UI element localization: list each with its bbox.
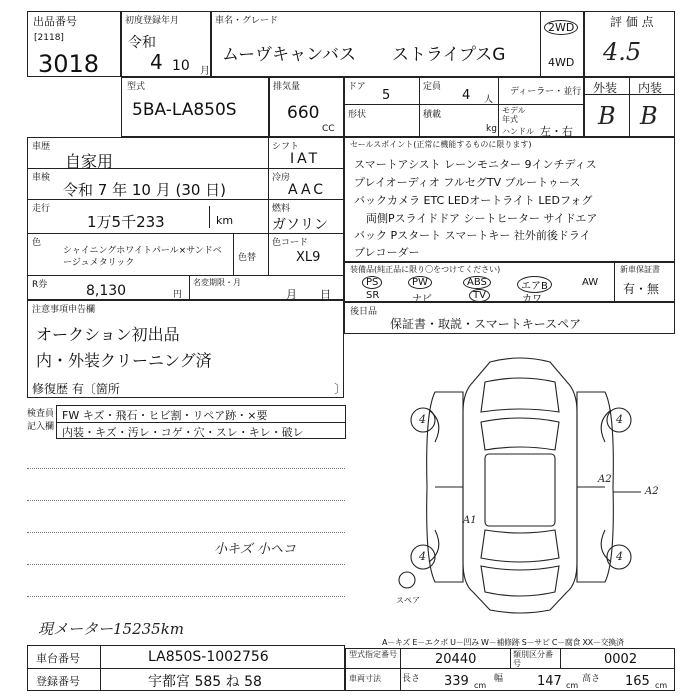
first-reg-month: 10 xyxy=(172,58,190,74)
doors-label: ドア xyxy=(348,82,366,92)
designation-hline xyxy=(345,668,675,669)
lot-number: 3018 xyxy=(38,50,100,78)
car-name: ムーヴキャンバス xyxy=(222,45,356,65)
plate-label: 登録番号 xyxy=(36,675,80,688)
form-label: 形状 xyxy=(348,110,367,120)
equip-airbag: エアB xyxy=(517,276,552,293)
equipment-vline xyxy=(614,262,615,302)
mileage-value: 1万5千233 xyxy=(87,213,165,231)
spare-tire xyxy=(399,572,415,588)
dotted-line-1 xyxy=(27,468,345,469)
equip-tv: TV xyxy=(469,289,490,302)
car-roof xyxy=(485,454,555,526)
selling-point-line-1: スマートアシスト レーンモニター 9インチディス xyxy=(354,158,597,171)
mileage-unit-divider xyxy=(209,206,210,228)
color-value: シャイニングホワイトパール×サンドベージュメタリック xyxy=(63,246,222,268)
designation-label: 型式指定番号 xyxy=(349,650,397,659)
equipment-label: 装備品(純正品に限り〇をつけてください) xyxy=(350,265,501,274)
model-year-label: モデル年式 xyxy=(502,106,526,124)
tax-day-unit: 日 xyxy=(320,288,331,301)
dotted-line-3 xyxy=(27,532,345,533)
model-value: 5BA-LA850S xyxy=(132,100,237,120)
car-right-rear-arch xyxy=(601,530,611,562)
exterior-grade: B xyxy=(598,102,616,130)
capacity-label: 定員 xyxy=(423,82,442,92)
equip-ps: PS xyxy=(362,276,382,289)
category-value: 0002 xyxy=(604,652,638,667)
score-label: 評 価 点 xyxy=(610,15,654,29)
score-value: 4.5 xyxy=(603,38,642,66)
inspection-value: 令和 7 年 10 月 (30 日) xyxy=(63,181,227,199)
damage-mark-a2-roof: A2 xyxy=(598,474,612,485)
chassis-label: 車台番号 xyxy=(36,652,80,665)
inspection-label: 車検 xyxy=(32,173,51,183)
spare-value: 有・無 xyxy=(623,282,660,296)
interior-grade: B xyxy=(640,102,658,130)
first-reg-label: 初度登録年月 xyxy=(125,16,180,26)
aircon-value: AAC xyxy=(288,182,327,198)
mileage-label: 走行 xyxy=(32,204,51,214)
selling-points-label: セールスポイント(正常に機能するものに限ります) xyxy=(350,140,532,149)
drive-4wd: 4WD xyxy=(548,56,575,69)
car-windshield xyxy=(481,418,559,450)
dealer-label: ディーラー・並行 xyxy=(510,87,582,97)
category-label: 類別区分番号 xyxy=(513,650,553,668)
exterior-label: 外装 xyxy=(593,81,618,95)
handle-label: ハンドル xyxy=(502,127,534,136)
displacement-value: 660 xyxy=(287,103,320,123)
height-unit: cm xyxy=(655,681,668,690)
tax-label: 名変期限・月 xyxy=(193,278,241,287)
selling-point-line-5: バック Pスタート スマートキー 社外前後ドライ xyxy=(354,229,591,242)
first-reg-year: 4 xyxy=(150,50,163,74)
aircon-label: 冷房 xyxy=(272,173,291,183)
car-outline xyxy=(463,358,577,613)
designation-vline-3 xyxy=(560,648,561,668)
car-diagram xyxy=(395,352,645,620)
repair-label: 修復歴 有〔箇所 xyxy=(32,382,120,396)
usage-label: 車歴 xyxy=(32,142,51,152)
equip-leather: カワ xyxy=(522,294,542,305)
shift-value: IAT xyxy=(290,151,321,167)
displacement-label: 排気量 xyxy=(273,82,301,92)
recycle-unit: 円 xyxy=(173,290,183,300)
color-code: XL9 xyxy=(296,250,321,265)
recycle-value: 8,130 xyxy=(86,283,127,299)
spec-vline-2 xyxy=(498,77,499,137)
car-trunk xyxy=(481,566,559,596)
selling-point-line-4: 両側Pスライドドア シートヒーター サイドエア xyxy=(366,212,598,225)
fuel-value: ガソリン xyxy=(272,217,328,233)
car-rear-window xyxy=(481,530,559,562)
color-code-label: 色コード xyxy=(272,238,309,248)
dimensions-label: 車両寸法 xyxy=(349,674,381,683)
car-left-rear-arch xyxy=(429,530,439,562)
height-label: 高さ xyxy=(582,674,601,684)
checks-label: 検査員記入欄 xyxy=(27,409,55,432)
info-v1 xyxy=(268,137,269,275)
spec-hline xyxy=(344,104,584,105)
dotted-line-2 xyxy=(27,500,345,501)
displacement-unit: CC xyxy=(322,124,335,134)
ext-int-divider xyxy=(629,77,630,137)
lot-label: 出品番号 xyxy=(33,15,77,28)
color-change-divider xyxy=(233,233,234,275)
shift-label: シフト xyxy=(272,142,300,152)
capacity-value: 4 xyxy=(462,88,471,103)
handwritten-mileage: 現メーター15235km xyxy=(38,620,185,638)
first-reg-month-unit: 月 xyxy=(200,66,210,77)
notes-line-1: オークション初出品 xyxy=(36,325,180,344)
checks-row-1: FW キズ・飛石・ヒビ割・リペア跡・×要 xyxy=(62,409,268,422)
tire-mark-fl: 4 xyxy=(419,413,426,426)
checks-row-2: 内装・キズ・汚レ・コゲ・穴・スレ・キレ・破レ xyxy=(62,426,304,439)
car-grade: ストライプスG xyxy=(392,45,506,65)
repair-end: 〕 xyxy=(334,382,347,396)
tire-mark-rl: 4 xyxy=(419,550,426,563)
model-label: 型式 xyxy=(127,82,146,92)
info-h4 xyxy=(27,275,344,276)
dotted-line-4 xyxy=(27,564,345,565)
usage-value: 自家用 xyxy=(65,152,114,171)
fuel-label: 燃料 xyxy=(272,204,291,214)
doors-value: 5 xyxy=(382,88,391,103)
selling-point-line-3: バックカメラ ETC LEDオートライト LEDフォグ xyxy=(354,194,593,207)
equip-navi: ナビ xyxy=(412,294,432,305)
equip-abs: ABS xyxy=(463,276,491,289)
load-unit: kg xyxy=(486,124,497,134)
lot-sub-code: [2118] xyxy=(34,33,64,43)
drive-2wd: 2WD xyxy=(544,20,578,35)
color-label: 色 xyxy=(32,238,42,248)
designation-value: 20440 xyxy=(435,652,477,667)
designation-vline-2 xyxy=(510,648,511,668)
interior-label: 内装 xyxy=(638,81,663,95)
color-change-label: 色替 xyxy=(238,253,257,263)
diagram-legend: A－キズ E－エクボ U－凹み W－補修跡 S－サビ C－腐食 XX－交換済 xyxy=(382,638,624,647)
notes-line-2: 内・外装クリーニング済 xyxy=(36,351,212,370)
capacity-unit: 人 xyxy=(484,95,494,105)
spec-vline-1 xyxy=(419,77,420,137)
tire-mark-rr: 4 xyxy=(616,550,623,563)
mileage-unit: km xyxy=(216,214,234,227)
car-right-front-arch xyxy=(601,410,611,442)
equip-sr: SR xyxy=(366,290,380,301)
handwritten-note: 小キズ 小ヘコ xyxy=(214,542,296,557)
width-label: 幅 xyxy=(494,674,504,684)
width-value: 147 xyxy=(537,674,562,689)
car-label: 車名・グレード xyxy=(215,16,279,26)
drive-divider xyxy=(540,11,541,77)
chassis-value: LA850S-1002756 xyxy=(148,649,269,665)
tire-mark-fr: 4 xyxy=(616,413,623,426)
chassis-hline xyxy=(27,668,345,669)
equip-pw: PW xyxy=(408,276,432,289)
after-label: 後日品 xyxy=(350,307,378,317)
handle-value: 左・右 xyxy=(540,125,573,138)
info-v2 xyxy=(189,275,190,300)
width-unit: cm xyxy=(566,681,579,690)
designation-vline-1 xyxy=(400,648,401,691)
damage-mark-a2-side: A2 xyxy=(645,486,659,497)
load-label: 積載 xyxy=(423,110,442,120)
after-value: 保証書・取説・スマートキースペア xyxy=(390,317,582,331)
damage-mark-a1: A1 xyxy=(463,515,477,526)
notes-label: 注意事項申告欄 xyxy=(32,305,96,315)
first-reg-era: 令和 xyxy=(128,35,156,51)
length-value: 339 xyxy=(444,674,469,689)
plate-value: 宇都宮 585 ね 58 xyxy=(148,674,262,690)
recycle-label: R券 xyxy=(32,280,48,290)
selling-point-line-2: プレイオーディオ フルセグTV ブルートゥース xyxy=(354,176,581,189)
car-hood xyxy=(481,378,559,412)
tax-month-unit: 月 xyxy=(286,288,297,301)
dotted-line-5 xyxy=(27,596,345,597)
equip-aw: AW xyxy=(582,277,599,288)
spare-label: 新車保証書 xyxy=(620,265,660,274)
chassis-vline xyxy=(100,645,101,691)
length-unit: cm xyxy=(474,681,487,690)
selling-point-line-6: ブレコーダー xyxy=(354,246,420,259)
diagram-spare-label: スペア xyxy=(396,596,420,605)
length-label: 長さ xyxy=(402,674,421,684)
height-value: 165 xyxy=(625,674,650,689)
